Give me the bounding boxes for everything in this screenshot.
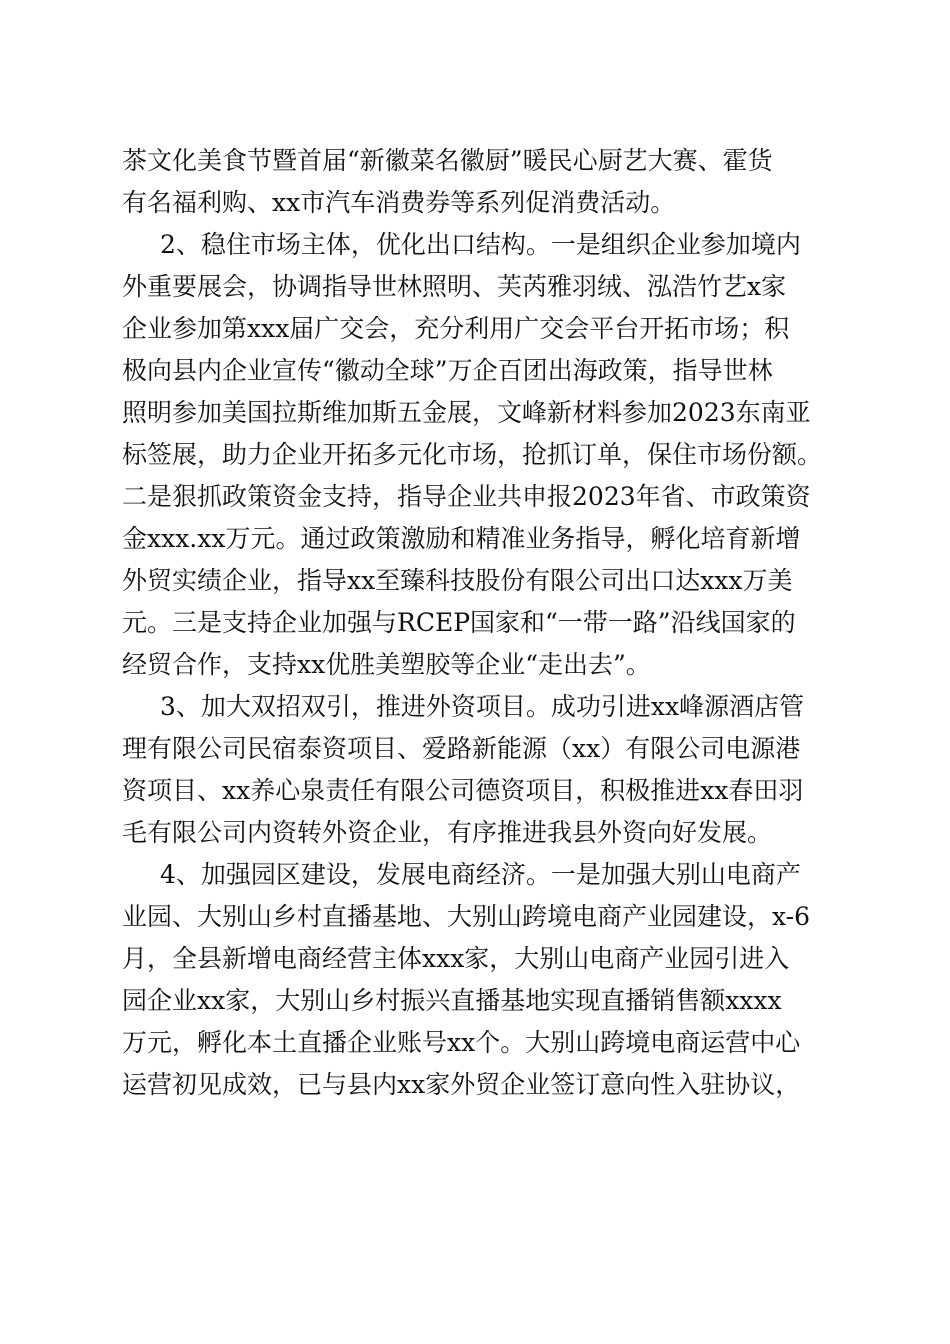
text-line: 茶文化美食节暨首届“新徽菜名徽厨”暖民心厨艺大赛、霍货	[122, 146, 773, 175]
text-line: 业园、大别山乡村直播基地、大别山跨境电商产业园建设，x-6	[122, 902, 811, 931]
text-line: 有名福利购、xx市汽车消费券等系列促消费活动。	[122, 188, 676, 217]
text-line: 照明参加美国拉斯维加斯五金展，文峰新材料参加2023东南亚	[122, 398, 811, 427]
text-line: 万元，孵化本土直播企业账号xx个。大别山跨境电商运营中心	[122, 1028, 801, 1057]
text-line: 金xxx.xx万元。通过政策激励和精准业务指导，孵化培育新增	[122, 524, 801, 553]
text-line: 毛有限公司内资转外资企业，有序推进我县外资向好发展。	[122, 818, 773, 847]
text-line: 理有限公司民宿泰资项目、爱路新能源（xx）有限公司电源港	[122, 734, 801, 763]
text-line: 外贸实绩企业，指导xx至臻科技股份有限公司出口达xxx万美	[122, 566, 793, 595]
text-line: 经贸合作，支持xx优胜美塑胶等企业“走出去”。	[122, 650, 651, 679]
text-line: 企业参加第xxx届广交会，充分利用广交会平台开拓市场；积	[122, 314, 790, 343]
text-line: 外重要展会，协调指导世林照明、芙芮雅羽绒、泓浩竹艺x家	[122, 272, 787, 301]
text-line: 标签展，助力企业开拓多元化市场，抢抓订单，保住市场份额。	[122, 440, 823, 469]
body-text	[122, 140, 842, 1106]
text-line: 元。三是支持企业加强与RCEP国家和“一带一路”沿线国家的	[122, 608, 796, 637]
text-line: 资项目、xx养心泉责任有限公司德资项目，积极推进xx春田羽	[122, 776, 804, 805]
paragraph-3-start: 3、加大双招双引，推进外资项目。成功引进xx峰源酒店管	[160, 692, 805, 721]
text-line: 运营初见成效，已与县内xx家外贸企业签订意向性入驻协议，	[122, 1070, 801, 1099]
text-line: 二是狠抓政策资金支持，指导企业共申报2023年省、市政策资	[122, 482, 811, 511]
paragraph-2-start: 2、稳住市场主体，优化出口结构。一是组织企业参加境内	[160, 230, 801, 259]
text-line: 园企业xx家，大别山乡村振兴直播基地实现直播销售额xxxx	[122, 986, 782, 1015]
text-line: 极向县内企业宣传“徽动全球”万企百团出海政策，指导世林	[122, 356, 773, 385]
paragraph-4-start: 4、加强园区建设，发展电商经济。一是加强大别山电商产	[160, 860, 801, 889]
text-line: 月，全县新增电商经营主体xxx家，大别山电商产业园引进入	[122, 944, 790, 973]
